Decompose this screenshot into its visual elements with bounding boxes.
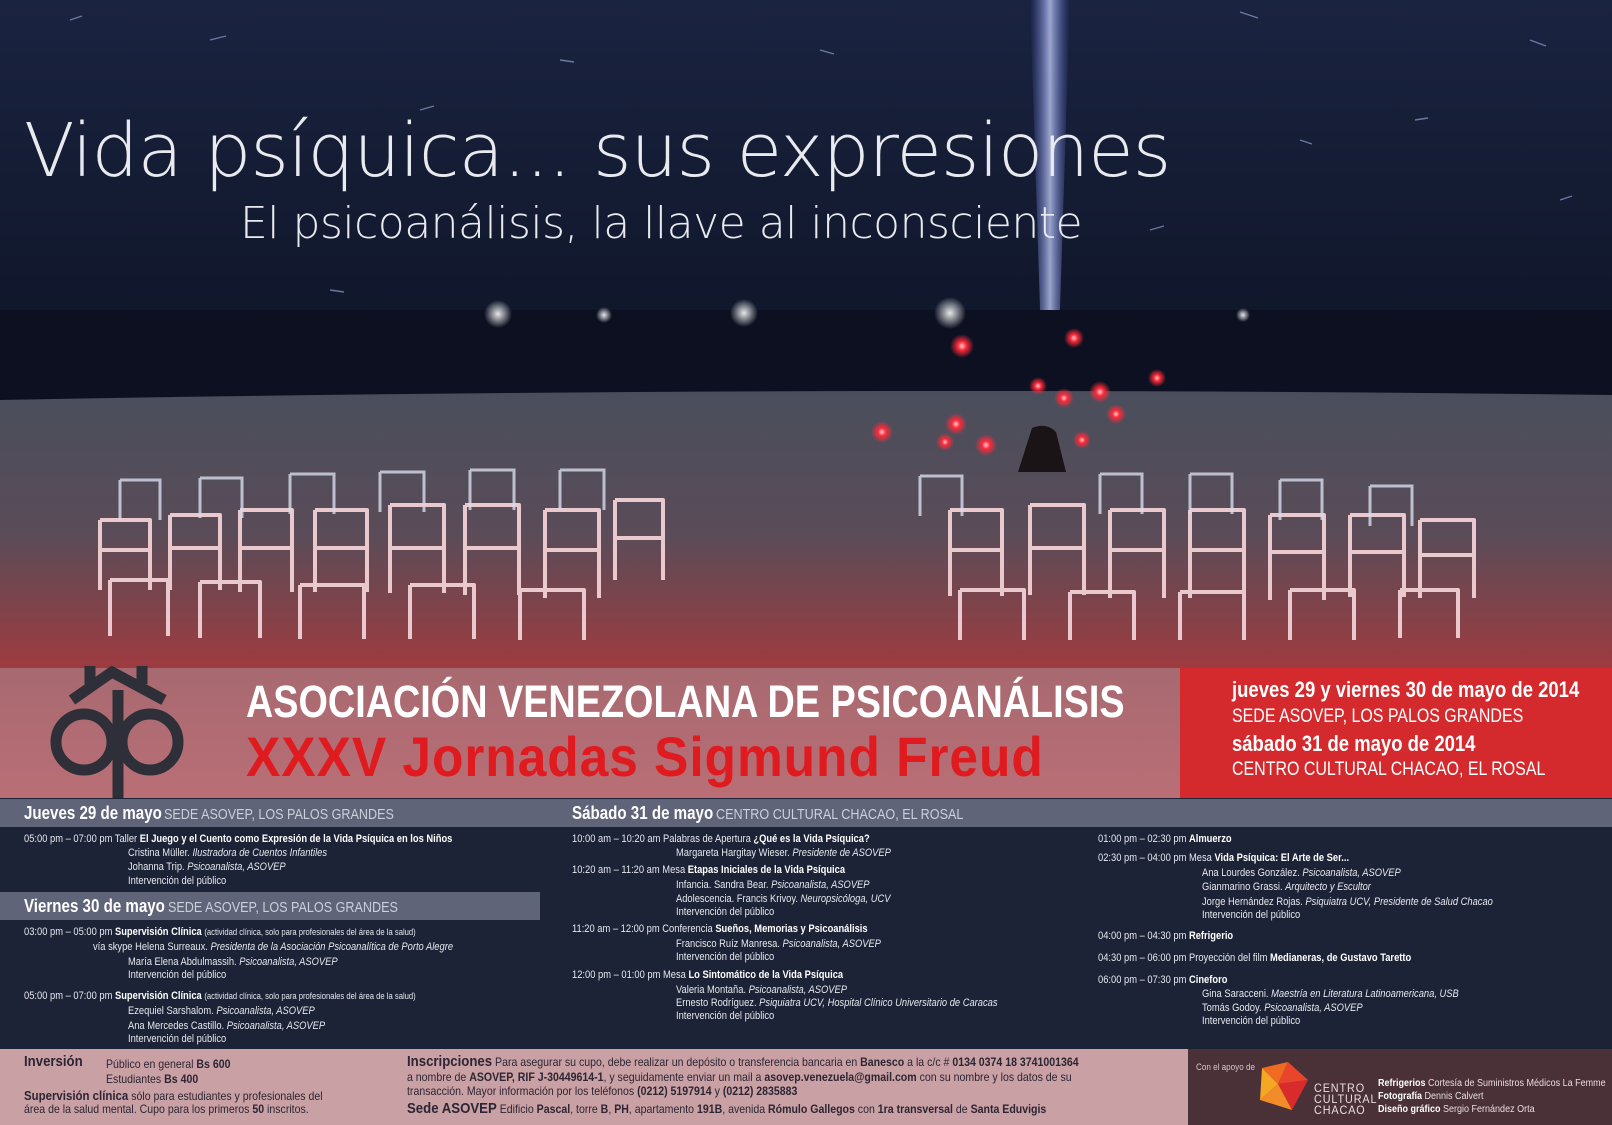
asovep-logo-icon: [42, 666, 192, 803]
speaker-line: Ana Mercedes Castillo. Psicoanalista, ASOVEP: [128, 1020, 326, 1032]
session-line: 04:30 pm – 06:00 pm Proyección del film Medianeras, de Gustavo Taretto: [1098, 952, 1412, 964]
support-label: Con el apoyo de: [1196, 1062, 1256, 1072]
speaker-line: María Elena Abdulmassih. Psicoanalista, ASOVEP: [128, 956, 338, 968]
credit-fotografia: Fotografía Dennis Calvert: [1378, 1091, 1484, 1102]
subtitle: El psicoanálisis, la llave al inconsciente: [240, 198, 1083, 249]
main-title: Vida psíquica... sus expresiones: [24, 108, 1171, 194]
speaker-line: Tomás Godoy. Psicoanalista, ASOVEP: [1202, 1002, 1363, 1014]
venue-line-2: CENTRO CULTURAL CHACAO, EL ROSAL: [1232, 759, 1546, 780]
credit-refrigerios: Refrigerios Cortesía de Suministros Médicos La Femme: [1378, 1078, 1606, 1089]
public-line: Intervención del público: [128, 1033, 227, 1045]
speaker-line: Gina Saracceni. Maestría en Literatura Latinoamericana, USB: [1202, 988, 1459, 1000]
speaker-line: Infancia. Sandra Bear. Psicoanalista, ASOVEP: [676, 879, 870, 891]
public-line: Intervención del público: [676, 906, 775, 918]
session-line: 10:20 am – 11:20 am Mesa Etapas Iniciales de la Vida Psíquica: [572, 864, 846, 876]
inscripciones-line-2: a nombre de ASOVEP, RIF J-30449614-1, y seguidamente enviar un mail a asovep.venezuela@gmail.com con su nombre y los datos de su: [407, 1070, 1072, 1084]
speaker-line: Ezequiel Sarshalom. Psicoanalista, ASOVEP: [128, 1005, 315, 1017]
public-line: Intervención del público: [676, 1010, 775, 1022]
supervision-note-2: área de la salud mental. Cupo para los primeros 50 inscritos.: [24, 1102, 309, 1116]
speaker-line: Francisco Ruíz Manresa. Psicoanalista, ASOVEP: [676, 938, 881, 950]
speaker-line: Adolescencia. Francis Krivoy. Neuropsicóloga, UCV: [676, 893, 891, 905]
inscripciones-line-3: transacción. Mayor información por los teléfonos (0212) 5197914 y (0212) 2835883: [407, 1084, 798, 1098]
speaker-line: Valeria Montaña. Psicoanalista, ASOVEP: [676, 984, 848, 996]
chacao-name: CENTRO CULTURAL CHACAO: [1314, 1081, 1378, 1117]
day-header-viernes: Viernes 30 de mayo SEDE ASOVEP, LOS PALOS GRANDES: [0, 892, 540, 920]
dates-line-2: sábado 31 de mayo de 2014: [1232, 731, 1476, 756]
event-title: XXXV Jornadas Sigmund Freud: [246, 725, 1044, 788]
inversion-label: Inversión: [24, 1053, 83, 1070]
speaker-line: vía skype Helena Surreaux. Presidenta de la Asociación Psicoanalítica de Porto Alegre: [93, 941, 454, 953]
speaker-line: Jorge Hernández Rojas. Psiquiatra UCV, Presidente de Salud Chacao: [1202, 896, 1493, 908]
public-line: Intervención del público: [128, 969, 227, 981]
inscripciones-line-1: Inscripciones Para asegurar su cupo, debe realizar un depósito o transferencia bancaria en Banesco a la c/c # 0134 0374 18 3741001364: [407, 1053, 1079, 1070]
price-students: Estudiantes Bs 400: [106, 1072, 199, 1086]
session-line: 10:00 am – 10:20 am Palabras de Apertura ¿Qué es la Vida Psíquica?: [572, 833, 870, 845]
supervision-note: Supervisión clínica sólo para estudiantes y profesionales del: [24, 1088, 323, 1103]
venue-line-1: SEDE ASOVEP, LOS PALOS GRANDES: [1232, 706, 1524, 727]
public-line: Intervención del público: [1202, 1015, 1301, 1027]
sede-address: Sede ASOVEP Edificio Pascal, torre B, PH, apartamento 191B, avenida Rómulo Gallegos con 1ra transversal de Santa Eduvigis: [407, 1100, 1047, 1117]
session-line: 03:00 pm – 05:00 pm Supervisión Clínica (actividad clínica, solo para profesionales del área de la salud): [24, 926, 416, 938]
session-line: 01:00 pm – 02:30 pm Almuerzo: [1098, 833, 1232, 845]
speaker-line: Ana Lourdes González. Psicoanalista, ASOVEP: [1202, 867, 1401, 879]
session-line: 12:00 pm – 01:00 pm Mesa Lo Sintomático de la Vida Psíquica: [572, 969, 844, 981]
day-header-sabado: Sábado 31 de mayo CENTRO CULTURAL CHACAO, EL ROSAL: [540, 799, 1612, 827]
speaker-line: Cristina Müller. Ilustradora de Cuentos Infantiles: [128, 847, 328, 859]
organization-name: ASOCIACIÓN VENEZOLANA DE PSICOANÁLISIS: [246, 676, 1125, 727]
speaker-line: Ernesto Rodríguez. Psiquiatra UCV, Hospital Clínico Universitario de Caracas: [676, 997, 998, 1009]
session-line: 06:00 pm – 07:30 pm Cineforo: [1098, 974, 1228, 986]
session-line: 04:00 pm – 04:30 pm Refrigerio: [1098, 930, 1234, 942]
session-line: 05:00 pm – 07:00 pm Taller El Juego y el Cuento como Expresión de la Vida Psíquica en los Niños: [24, 833, 453, 845]
public-line: Intervención del público: [1202, 909, 1301, 921]
speaker-line: Johanna Trip. Psicoanalista, ASOVEP: [128, 861, 286, 873]
speaker-line: Gianmarino Grassi. Arquitecto y Escultor: [1202, 881, 1371, 893]
credit-diseno: Diseño gráfico Sergio Fernández Orta: [1378, 1104, 1535, 1115]
public-line: Intervención del público: [676, 951, 775, 963]
price-general: Público en general Bs 600: [106, 1057, 231, 1071]
public-line: Intervención del público: [128, 875, 227, 887]
session-line: 05:00 pm – 07:00 pm Supervisión Clínica (actividad clínica, solo para profesionales del área de la salud): [24, 990, 416, 1002]
day-header-jueves: Jueves 29 de mayo SEDE ASOVEP, LOS PALOS GRANDES: [0, 799, 540, 827]
session-line: 02:30 pm – 04:00 pm Mesa Vida Psíquica: El Arte de Ser...: [1098, 852, 1350, 864]
speaker-line: Margareta Hargitay Wieser. Presidente de ASOVEP: [676, 847, 891, 859]
dates-line-1: jueves 29 y viernes 30 de mayo de 2014: [1232, 677, 1580, 702]
centro-cultural-chacao-logo-icon: [1258, 1060, 1312, 1117]
session-line: 11:20 am – 12:00 pm Conferencia Sueños, Memorias y Psicoanálisis: [572, 923, 868, 935]
